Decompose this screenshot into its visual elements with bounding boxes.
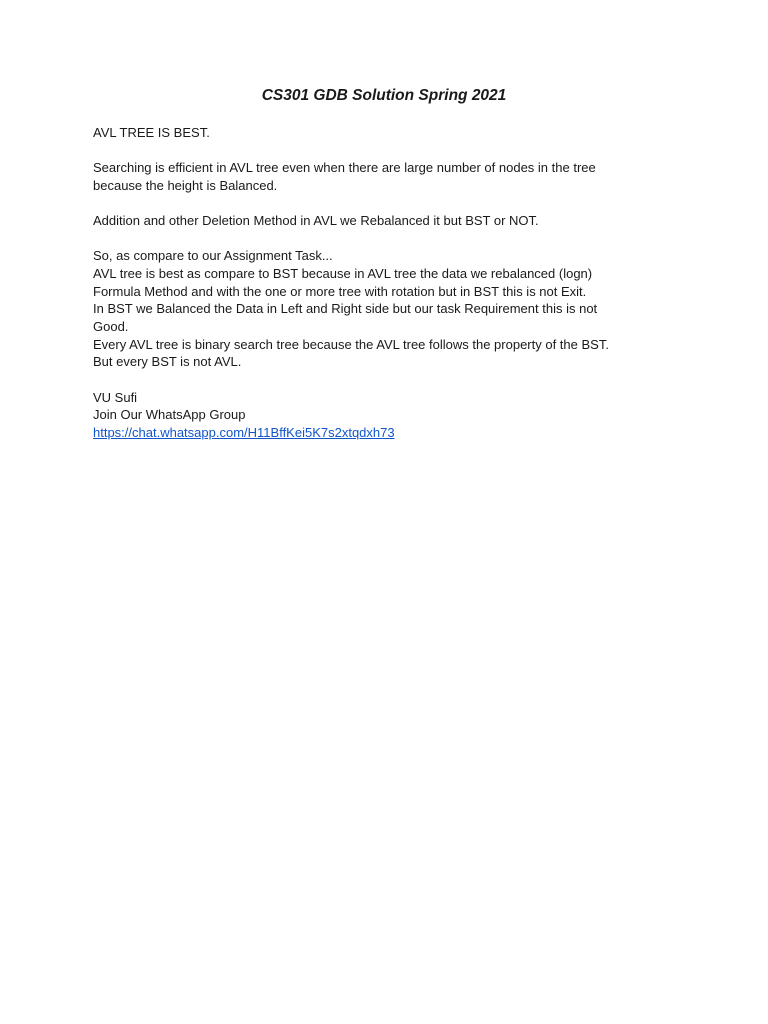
- text-line: Searching is efficient in AVL tree even when there are large number of nodes in the tree: [93, 160, 596, 176]
- text-line: Addition and other Deletion Method in AVL we Rebalanced it but BST or NOT.: [93, 213, 539, 229]
- text-line: Formula Method and with the one or more tree with rotation but in BST this is not Exit.: [93, 283, 587, 299]
- join-group-text: Join Our WhatsApp Group: [93, 407, 246, 423]
- document-body: [93, 124, 693, 442]
- text-line: because the height is Balanced.: [93, 177, 278, 193]
- paragraph-intro: [93, 124, 693, 142]
- paragraph-signature: [93, 389, 693, 442]
- text-line: In BST we Balanced the Data in Left and Right side but our task Requirement this is not: [93, 301, 598, 317]
- paragraph-searching: [93, 159, 693, 194]
- text-line: Every AVL tree is binary search tree because the AVL tree follows the property of the BST.: [93, 336, 609, 352]
- text-line: So, as compare to our Assignment Task...: [93, 248, 333, 264]
- document-title: CS301 GDB Solution Spring 2021: [261, 87, 507, 104]
- paragraph-addition: [93, 212, 693, 230]
- whatsapp-group-link[interactable]: https://chat.whatsapp.com/H11BffKei5K7s2xtqdxh73: [93, 424, 395, 440]
- paragraph-comparison: [93, 247, 693, 370]
- text-line: AVL tree is best as compare to BST because in AVL tree the data we rebalanced (logn): [93, 266, 593, 282]
- text-line: AVL TREE IS BEST.: [93, 125, 210, 140]
- author-name: VU Sufi: [93, 389, 138, 405]
- text-line: But every BST is not AVL.: [93, 354, 242, 370]
- text-line: Good.: [93, 319, 129, 335]
